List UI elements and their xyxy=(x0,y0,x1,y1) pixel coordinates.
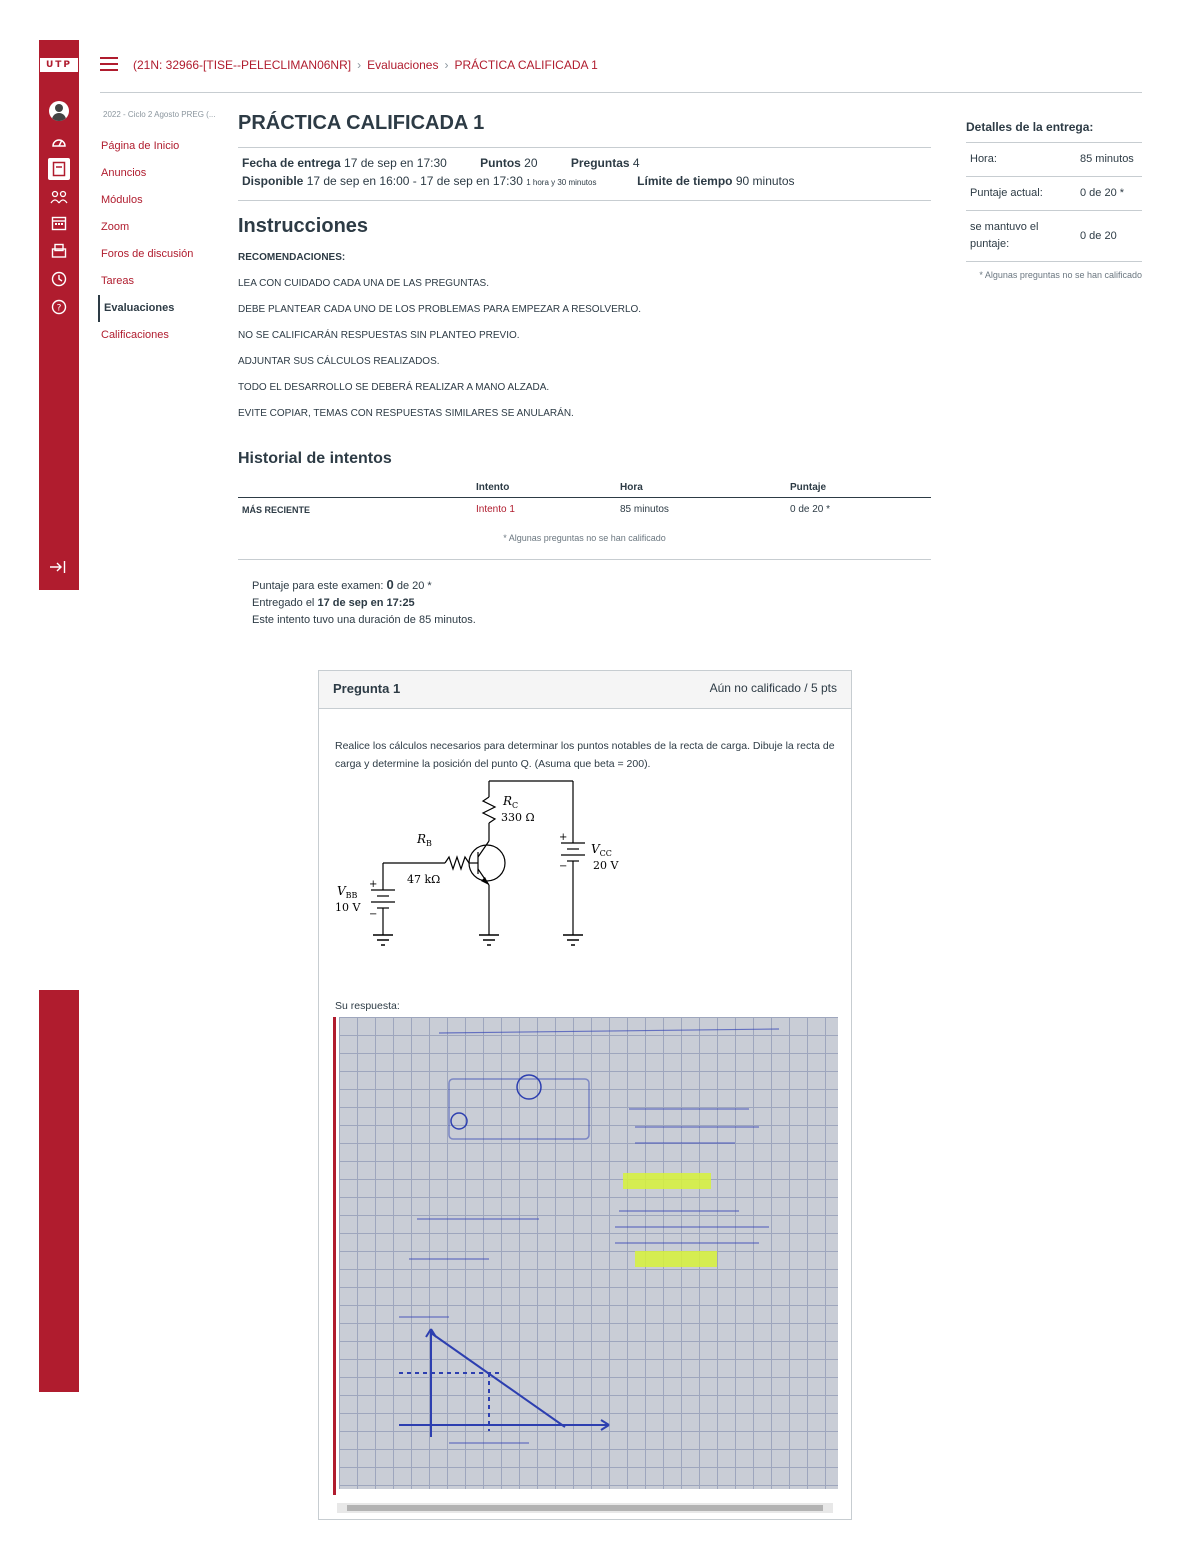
available-value: 17 de sep en 16:00 - 17 de sep en 17:30 xyxy=(306,174,523,188)
course-nav-announcements[interactable]: Anuncios xyxy=(101,167,147,179)
global-nav-extension xyxy=(39,990,79,1392)
history-icon[interactable] xyxy=(48,268,70,290)
history-footnote: * Algunas preguntas no se han calificado xyxy=(503,533,666,543)
rc-value: 330 Ω xyxy=(501,811,535,824)
time-limit-value: 90 minutos xyxy=(735,174,795,188)
question-status: Aún no calificado / 5 pts xyxy=(709,681,837,695)
details-score-value: 0 de 20 * xyxy=(1076,177,1142,211)
course-nav xyxy=(98,110,228,349)
course-nav-zoom[interactable]: Zoom xyxy=(101,221,130,233)
time-limit-label: Límite de tiempo xyxy=(637,174,733,188)
help-icon[interactable] xyxy=(48,296,70,318)
submitted-value: 17 de sep en 17:25 xyxy=(317,597,415,609)
breadcrumb-section[interactable]: Evaluaciones xyxy=(367,58,439,72)
handwritten-solution-image xyxy=(339,1017,838,1489)
course-nav-modules[interactable]: Módulos xyxy=(101,194,143,206)
menu-toggle-icon[interactable] xyxy=(100,57,118,71)
question-body xyxy=(319,709,851,1015)
header-divider xyxy=(100,92,1142,93)
points-label: Puntos xyxy=(480,156,521,170)
score-value: 0 xyxy=(386,577,394,592)
circuit-diagram xyxy=(335,777,655,955)
history-col-time: Hora xyxy=(616,478,786,498)
horizontal-scrollbar[interactable] xyxy=(337,1503,833,1513)
inbox-icon[interactable] xyxy=(48,240,70,262)
history-col-attempt: Intento xyxy=(472,478,616,498)
duration-text: Este intento tuvo una duración de 85 minutos. xyxy=(252,614,476,626)
question-prompt: Realice los cálculos necesarios para determinar los puntos notables de la recta de carga. Dibuje la recta de carga y determine la posición del punto Q. (Asuma que beta = 200). xyxy=(335,740,835,770)
details-score-label: Puntaje actual: xyxy=(966,177,1076,211)
instruction-item: RECOMENDACIONES: xyxy=(238,252,346,263)
rc-label: $R_C$ xyxy=(503,794,519,810)
course-nav-discussions[interactable]: Foros de discusión xyxy=(101,248,194,260)
details-time-value: 85 minutos xyxy=(1076,143,1142,177)
due-value: 17 de sep en 17:30 xyxy=(344,156,447,170)
instructions-heading: Instrucciones xyxy=(238,215,369,237)
vcc-plus: + xyxy=(559,832,568,843)
answer-attachment xyxy=(333,1017,837,1495)
course-nav-assignments[interactable]: Tareas xyxy=(101,275,135,287)
global-nav xyxy=(39,40,79,590)
history-divider xyxy=(238,559,931,560)
latest-label: MÁS RECIENTE xyxy=(242,504,311,515)
attempt-summary xyxy=(252,576,931,629)
questions-label: Preguntas xyxy=(570,156,630,170)
table-row xyxy=(238,498,931,522)
due-label: Fecha de entrega xyxy=(242,156,341,170)
rb-value: 47 kΩ xyxy=(407,873,441,886)
details-time-label: Hora: xyxy=(966,143,1076,177)
question-header xyxy=(319,671,851,709)
vcc-value: 20 V xyxy=(593,859,619,872)
vbb-plus: + xyxy=(369,879,378,890)
utp-logo[interactable]: UTP xyxy=(40,58,78,72)
questions-value: 4 xyxy=(632,156,640,170)
vcc-minus: − xyxy=(559,861,568,872)
details-note: * Algunas preguntas no se han calificado xyxy=(979,270,1142,280)
details-kept-label: se mantuvo el puntaje: xyxy=(966,211,1076,262)
history-heading: Historial de intentos xyxy=(238,450,392,467)
breadcrumb: (21N: 32966-[TISE--PELECLIMAN06NR] › Evaluaciones › PRÁCTICA CALIFICADA 1 xyxy=(133,58,598,72)
details-kept-value: 0 de 20 xyxy=(1076,211,1142,262)
attempt-score: 0 de 20 * xyxy=(790,504,831,515)
groups-icon[interactable] xyxy=(48,186,70,208)
available-duration: 1 hora y 30 minutos xyxy=(526,178,597,187)
course-nav-home[interactable]: Página de Inicio xyxy=(101,140,180,152)
instruction-item: NO SE CALIFICARÁN RESPUESTAS SIN PLANTEO PREVIO. xyxy=(238,330,520,341)
page-title: PRÁCTICA CALIFICADA 1 xyxy=(238,112,485,134)
table-row xyxy=(966,177,1142,211)
attempt-time: 85 minutos xyxy=(620,504,669,515)
instruction-item: LEA CON CUIDADO CADA UNA DE LAS PREGUNTAS. xyxy=(238,278,489,289)
instruction-item: DEBE PLANTEAR CADA UNO DE LOS PROBLEMAS PARA EMPEZAR A RESOLVERLO. xyxy=(238,304,642,315)
points-value: 20 xyxy=(524,156,538,170)
courses-icon[interactable] xyxy=(48,158,70,180)
instruction-item: ADJUNTAR SUS CÁLCULOS REALIZADOS. xyxy=(238,356,440,367)
history-col-blank xyxy=(238,478,472,498)
table-row xyxy=(966,211,1142,262)
vbb-value: 10 V xyxy=(335,901,361,914)
available-label: Disponible xyxy=(242,174,304,188)
score-label: Puntaje para este examen: xyxy=(252,580,384,592)
history-col-score: Puntaje xyxy=(786,478,931,498)
answer-label: Su respuesta: xyxy=(335,1000,400,1012)
attempt-link[interactable]: Intento 1 xyxy=(476,504,515,515)
details-heading: Detalles de la entrega: xyxy=(966,120,1094,134)
rb-label: $R_B$ xyxy=(417,832,432,848)
question-title: Pregunta 1 xyxy=(333,681,401,696)
attempt-history-table xyxy=(238,478,931,521)
svg-text:?: ? xyxy=(56,303,62,314)
table-row xyxy=(966,143,1142,177)
score-of: de 20 * xyxy=(396,580,432,592)
breadcrumb-course[interactable]: (21N: 32966-[TISE--PELECLIMAN06NR] xyxy=(133,58,352,72)
dashboard-icon[interactable] xyxy=(48,130,70,152)
term-label: 2022 - Ciclo 2 Agosto PREG (... xyxy=(103,110,216,119)
instruction-item: EVITE COPIAR, TEMAS CON RESPUESTAS SIMILARES SE ANULARÁN. xyxy=(238,408,574,419)
course-nav-quizzes[interactable]: Evaluaciones xyxy=(98,295,228,322)
vbb-minus: − xyxy=(369,909,378,920)
collapse-nav-icon[interactable] xyxy=(49,560,67,579)
calendar-icon[interactable] xyxy=(48,212,70,234)
vbb-label: $V_{BB}$ xyxy=(337,884,358,900)
course-nav-grades[interactable]: Calificaciones xyxy=(101,329,169,341)
submission-details xyxy=(966,120,1142,282)
instruction-item: TODO EL DESARROLLO SE DEBERÁ REALIZAR A MANO ALZADA. xyxy=(238,382,550,393)
question-card xyxy=(318,670,852,1520)
account-icon[interactable] xyxy=(48,100,70,122)
breadcrumb-current: PRÁCTICA CALIFICADA 1 xyxy=(454,58,598,72)
vcc-label: $V_{CC}$ xyxy=(591,842,612,858)
instructions-list xyxy=(238,252,931,420)
submitted-label: Entregado el xyxy=(252,597,315,609)
main-content xyxy=(238,108,931,629)
quiz-meta xyxy=(238,147,931,201)
